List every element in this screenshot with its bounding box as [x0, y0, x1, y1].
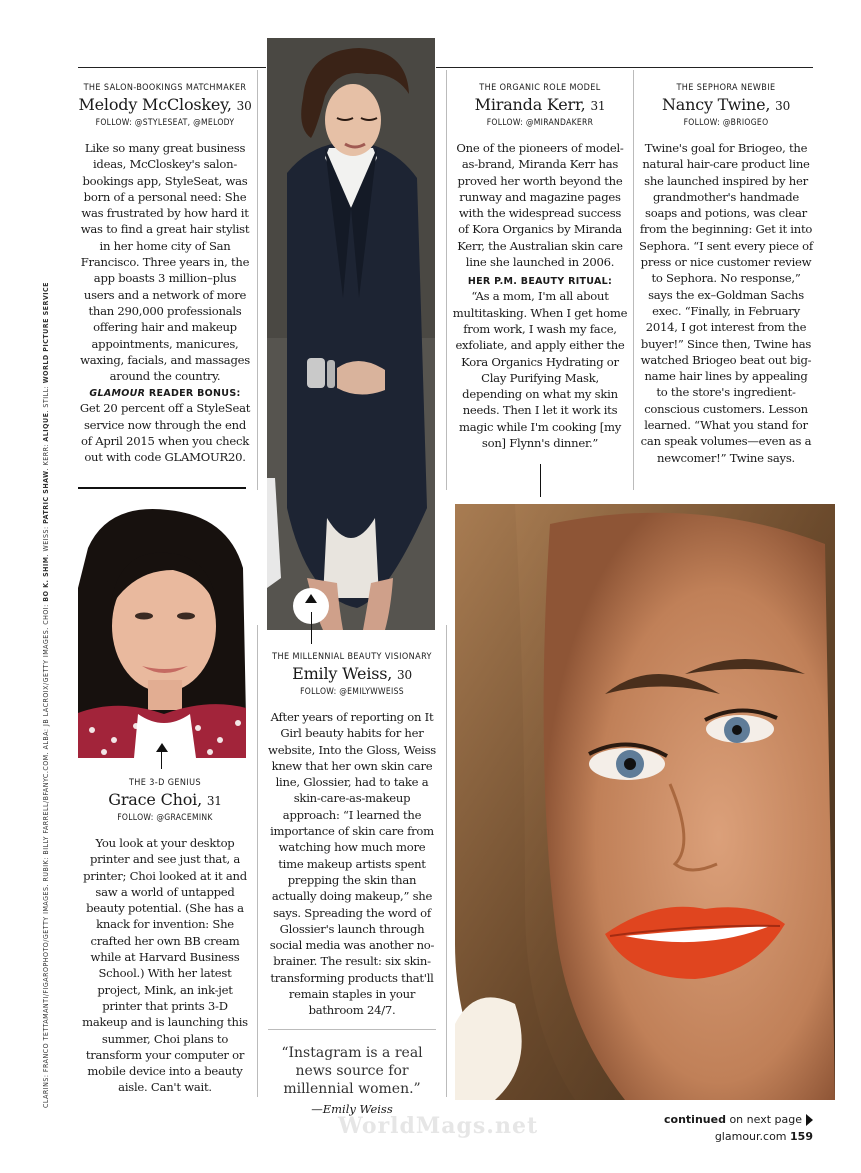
- emily-pull-quote: “Instagram is a real news source for millennial women.”: [281, 1044, 423, 1097]
- miranda-ritual-label: HER P.M. BEAUTY RITUAL:: [467, 276, 613, 288]
- nancy-kicker: THE SEPHORA NEWBIE: [676, 83, 776, 93]
- grace-kicker: THE 3-D GENIUS: [128, 778, 202, 788]
- melody-name: Melody McCloskey, 30: [78, 95, 252, 114]
- photo-credits: CLARINS: FRANCO TETTAMANTI/FIGAROPHOTO/GETTY IMAGES. RUBIK: BILLY FARRELL/BFANYC.COM. ALBA: JB LACROIX/GETTY IMAGES. CHOI: BO K. SHIM. WEISS: PATRIC SHAW. KERR: ALIQUE. STILL: WORLD PICTURE SERVICE: [42, 282, 50, 1108]
- grace-pointer: [144, 735, 180, 771]
- grace-choi-photo: [78, 508, 246, 758]
- melody-follow: FOLLOW: @STYLESEAT, @MELODY: [95, 118, 235, 128]
- miranda-follow: FOLLOW: @MIRANDAKERR: [486, 118, 594, 128]
- emily-weiss-photo: [267, 38, 435, 630]
- miranda-kicker: THE ORGANIC ROLE MODEL: [479, 83, 601, 93]
- emily-follow: FOLLOW: @EMILYWWEISS: [300, 687, 404, 697]
- nancy-name: Nancy Twine, 30: [661, 95, 791, 114]
- grace-follow: FOLLOW: @GRACEMINK: [117, 813, 213, 823]
- column-divider-3: [633, 70, 634, 490]
- nancy-body: Twine's goal for Briogeo, the natural hair-care product line she launched inspired by her grandmother's handmade soaps and potions, was clear from the beginning: Get it into Sephora. “I sent every piece of press or nice customer review to Sephora. No response,” says the ex–Goldman Sachs exec. “Finally, in February 2014, I got interest from the buyer!” Since then, Twine has watched Briogeo beat out big-name hair lines by appealing to the store's ingredient-conscious customers. Lesson learned. “What you stand for can speak volumes—even as a newcomer!” Twine says.: [639, 141, 813, 465]
- melody-bonus-label: GLAMOUR READER BONUS:: [89, 388, 241, 400]
- miranda-column: [452, 83, 628, 451]
- top-rule-left: [78, 67, 266, 68]
- melody-kicker: THE SALON-BOOKINGS MATCHMAKER: [83, 83, 247, 93]
- page-footer: [664, 1113, 813, 1143]
- top-rule-right: [436, 67, 813, 68]
- emily-kicker: THE MILLENNIAL BEAUTY VISIONARY: [272, 652, 432, 662]
- emily-pointer-line: [311, 612, 312, 644]
- emily-quote-rule: [268, 1029, 436, 1030]
- watermark: WorldMags.net: [338, 1113, 539, 1139]
- miranda-name: Miranda Kerr, 31: [474, 95, 606, 114]
- emily-column: [268, 652, 436, 1116]
- site-and-page-number: glamour.com 159: [714, 1130, 813, 1143]
- nancy-follow: FOLLOW: @BRIOGEO: [683, 118, 769, 128]
- melody-body: Like so many great business ideas, McCloskey's salon-bookings app, StyleSeat, was born of a personal need: She was frustrated by how hard it was to find a great hair stylist in her home city of San Francisco. Three years in, the app boasts 3 million–plus users and a network of more than 290,000 professionals offering hair and makeup appointments, manicures, waxing, facials, and massages around the country.: [80, 141, 250, 384]
- emily-quote-attribution: —Emily Weiss: [311, 1101, 393, 1116]
- miranda-ritual-body: “As a mom, I'm all about multitasking. When I get home from work, I wash my face, exfoliate, and apply either the Kora Organics Hydrating or Clay Purifying Mask, depending on what my skin needs. Then I let it work its magic while I'm cooking [my son] Flynn's dinner.”: [452, 289, 628, 451]
- melody-bottom-rule: [78, 487, 246, 489]
- emily-body: After years of reporting on It Girl beauty habits for her website, Into the Gloss, Weiss knew that her own skin care line, Glossier, had to take a skin-care-as-makeup approach: “I learned the importance of skin care from watching how much more time makeup artists spent prepping the skin than actually doing makeup,” she says. Spreading the word of Glossier's launch through social media was another no-brainer. The result: six skin-transforming products that'll remain staples in your bathroom 24/7.: [268, 710, 436, 1018]
- grace-name: Grace Choi, 31: [108, 790, 222, 809]
- melody-bonus-body: Get 20 percent off a StyleSeat service now through the end of April 2015 when you check out with code GLAMOUR20.: [79, 401, 251, 465]
- miranda-body: One of the pioneers of model-as-brand, Miranda Kerr has proved her worth beyond the runway and magazine pages with the widespread success of Kora Organics by Miranda Kerr, the Australian skin care line she launched in 2006.: [456, 141, 624, 270]
- next-page-arrow-icon: [806, 1114, 813, 1126]
- grace-body: You look at your desktop printer and see just that, a printer; Choi looked at it and saw a world of untapped beauty potential. (She has a knack for invention: She crafted her own BB cream while at Harvard Business School.) With her latest project, Mink, an ink-jet printer that prints 3-D makeup and is launching this summer, Choi plans to transform your computer or mobile device into a beauty aisle. Can't wait.: [82, 836, 248, 1095]
- nancy-column: [638, 83, 814, 466]
- column-divider-5: [446, 625, 447, 1097]
- column-divider-1: [257, 70, 258, 490]
- melody-column: [78, 83, 252, 466]
- emily-name: Emily Weiss, 30: [292, 664, 412, 683]
- miranda-kerr-photo: [455, 504, 835, 1100]
- grace-column: [78, 778, 252, 1096]
- column-divider-2: [446, 70, 447, 490]
- continued-note: continued on next page: [664, 1113, 813, 1126]
- column-divider-4: [257, 625, 258, 1097]
